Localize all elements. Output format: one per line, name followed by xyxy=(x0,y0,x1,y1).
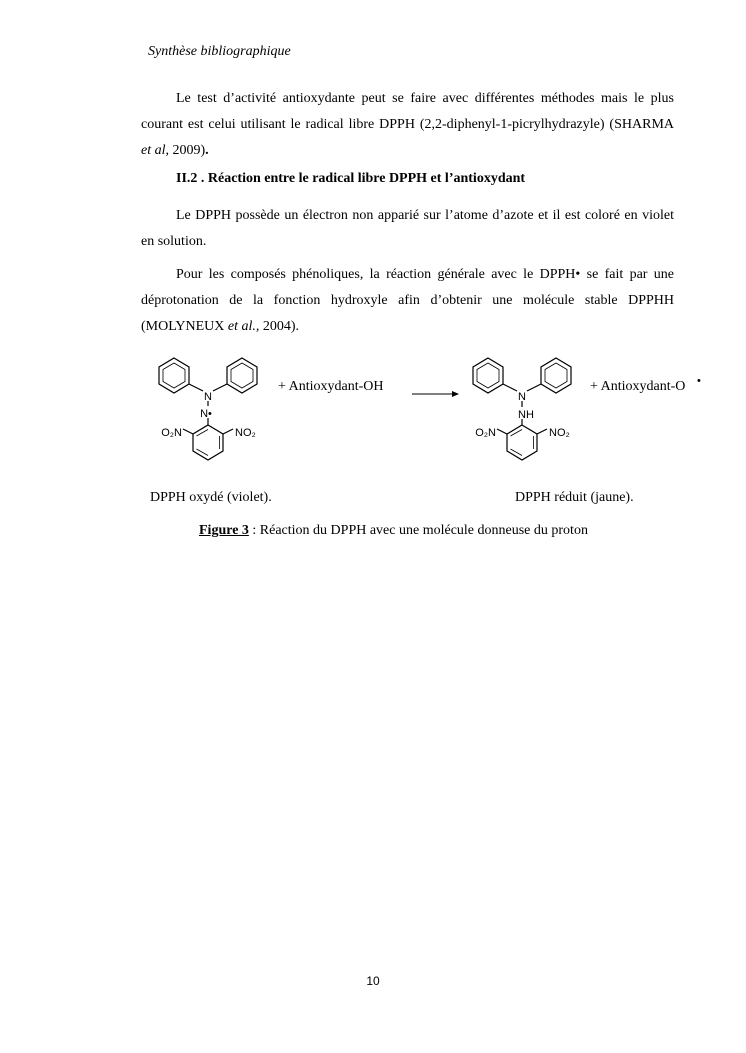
no2-label: NO₂ xyxy=(549,427,570,439)
label-dpph-reduced: DPPH réduit (jaune). xyxy=(515,490,634,505)
paragraph-text: Le test d’activité antioxydante peut se faire avec différentes méthodes mais le plus courant est celui utilisant le radical libre DPPH (2,2-diphenyl-1-picrylhydrazyle) (SHARMA xyxy=(141,91,674,132)
o2n-label: O₂N xyxy=(475,427,496,439)
paragraph-antioxidant-test xyxy=(141,86,674,164)
picryl-ring xyxy=(193,425,223,460)
no2-label: NO₂ xyxy=(235,427,256,439)
paragraph-dpph-description xyxy=(141,203,674,255)
paragraph-phenolic-reaction xyxy=(141,262,674,340)
reaction-scheme xyxy=(0,345,746,480)
o2n-label: O₂N xyxy=(161,427,182,439)
paragraph-period: . xyxy=(205,143,209,158)
nitrogen-label: N xyxy=(204,391,212,403)
paragraph-text: Le DPPH possède un électron non apparié sur l’atome d’azote et il est coloré en violet en solution. xyxy=(141,208,674,249)
reagent-antioxidant-oh: + Antioxydant-OH xyxy=(278,379,384,394)
paragraph-text: Pour les composés phénoliques, la réaction générale avec le DPPH• se fait par une déprotonation de la fonction hydroxyle afin d’obtenir une molécule stable DPPHH (MOLYNEUX xyxy=(141,267,674,334)
citation-tail: 2004). xyxy=(259,319,300,334)
product-antioxidant-o: + Antioxydant-O xyxy=(590,379,686,394)
section-heading: II.2 . Réaction entre le radical libre DPPH et l’antioxydant xyxy=(176,171,526,186)
nitrogen-radical-label: N• xyxy=(200,408,212,420)
reaction-arrow xyxy=(412,391,459,397)
citation-etal: et al xyxy=(141,143,166,158)
page-number: 10 xyxy=(366,974,380,988)
running-header: Synthèse bibliographique xyxy=(148,44,291,59)
figure-caption-text: : Réaction du DPPH avec une molécule donneuse du proton xyxy=(248,523,588,538)
nitrogen-label: N xyxy=(518,391,526,403)
label-dpph-oxidized: DPPH oxydé (violet). xyxy=(150,490,272,505)
picryl-ring xyxy=(507,425,537,460)
product-radical-dot: • xyxy=(697,375,701,387)
citation-tail: , 2009) xyxy=(165,143,206,158)
figure-label: Figure 3 xyxy=(199,523,249,538)
figure-caption xyxy=(199,523,588,539)
citation-etal: et al., xyxy=(227,319,260,334)
nh-label: NH xyxy=(518,409,534,421)
